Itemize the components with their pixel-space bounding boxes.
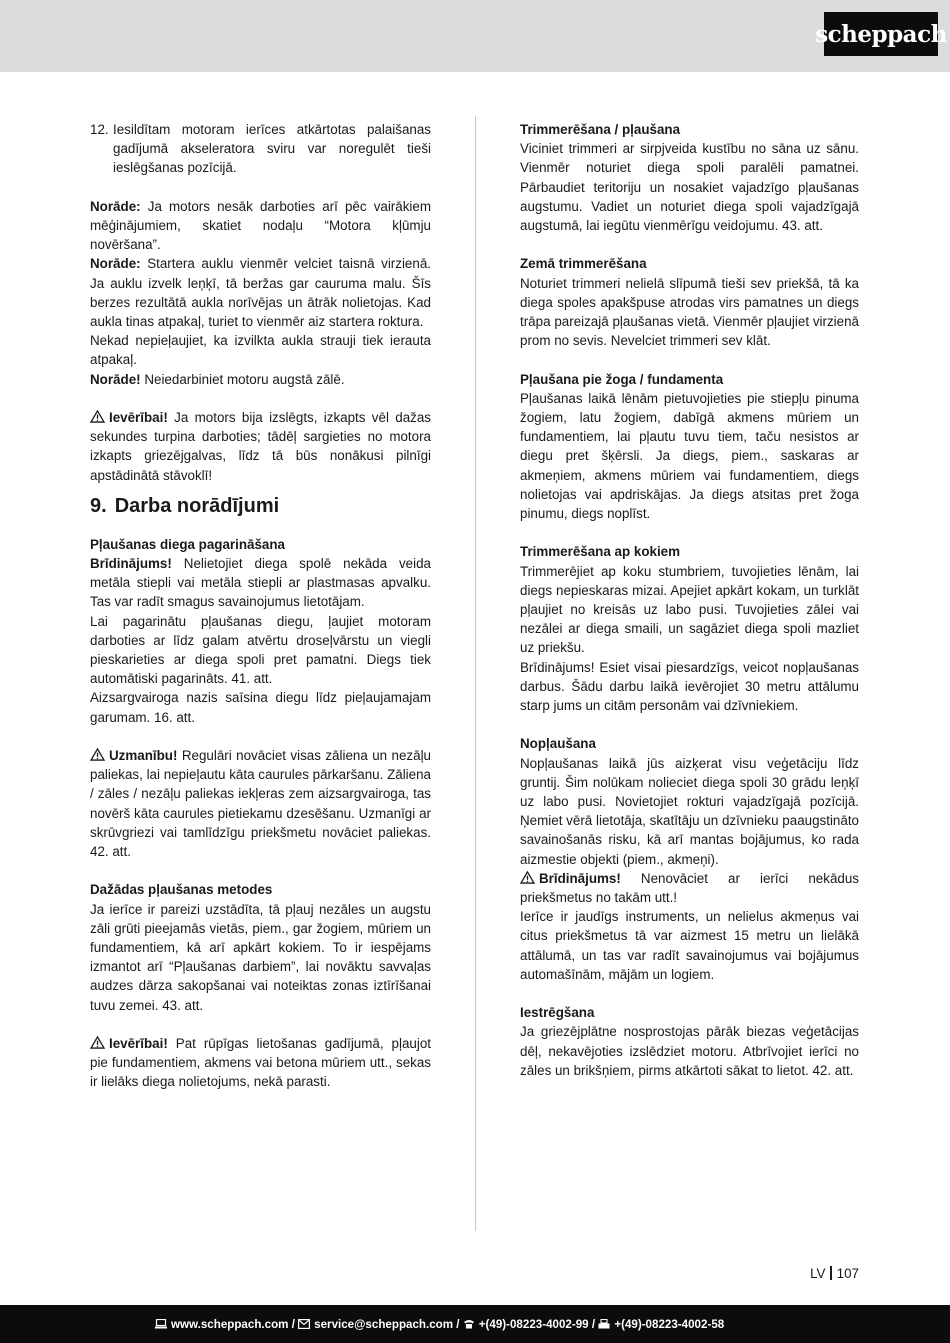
paragraph: Brīdinājums! Esiet visai piesardzīgs, veicot nopļaušanas darbus. Šādu darbu laikā ievērojiet 30 metru attālumu starp jums un citām personām vai dzīvniekiem. [520, 659, 859, 714]
page-num: 107 [836, 1266, 859, 1281]
warning-icon [520, 871, 535, 884]
list-text: Iesildītam motoram ierīces atkārtotas palaišanas gadījumā akseleratora sviru var noregulēt tieši ieslēgšanas pozīcijā. [113, 122, 431, 176]
warning-text: Nelietojiet diega spolē nekāda veida metāla stiepli vai metāla stiepli ar plastmasas apvalku. Tas var radīt smagus savainojumus lietotājam. [90, 556, 431, 610]
subheading: Pļaušana pie žoga / fundamenta [520, 371, 724, 387]
warning-text: Nenovāciet ar ierīci nekādus priekšmetus no takām utt.! [520, 870, 859, 906]
brand-logo [815, 12, 947, 56]
attention-label: Uzmanību! [109, 748, 178, 764]
section-title: Darba norādījumi [114, 494, 280, 517]
note-paragraph [90, 197, 431, 255]
note-paragraph [90, 370, 431, 389]
subheading: Pļaušanas diega pagarināšana [90, 536, 285, 552]
section-heading [90, 494, 431, 518]
warning-icon [90, 410, 105, 423]
caution-text: Ja motors bija izslēgts, izkapts vēl dažas sekundes turpina darboties; tādēļ sargieties no motora izkapts griezējgalvas, līdz tā būs nonākusi pilnīgi apstādinātā stāvoklī! [90, 410, 431, 483]
note-label: Norāde: [90, 256, 141, 272]
paragraph: Ierīce ir jaudīgs instruments, un nelielus akmeņus vai citus priekšmetus tā var aizmest 15 metru un lielākā attālumā, un tas var radīt savainojumus vai bojājumus automašīnām, mājām un logiem. [520, 909, 859, 982]
note-text: Neiedarbiniet motoru augstā zālē. [140, 371, 345, 387]
warning-paragraph [90, 554, 431, 612]
warning-label: Brīdinājums! [90, 556, 172, 572]
paragraph: Viciniet trimmeri ar sirpjveida kustību no sāna uz sānu. Vienmēr noturiet diega spoli paralēli pamatnei. Pārbaudiet teritoriju un nosakiet vajadzīgo pļaušanas augstumu. Vadiet un noturiet diega spoli vajadzīgajā augstumā, lai iegūtu vienmērīgu veidojumu. 43. att. [520, 141, 859, 234]
subheading: Trimmerēšana / pļaušana [520, 122, 681, 137]
paragraph: Aizsargvairoga nazis saīsina diegu līdz pieļaujamajam garumam. 16. att. [90, 690, 431, 725]
header-bar [0, 0, 950, 72]
warning-label: Brīdinājums! [539, 870, 621, 886]
left-column [90, 120, 431, 1092]
caution-label: Ievērībai! [109, 1036, 168, 1052]
paragraph: Nekad nepieļaujiet, ka izvilkta aukla strauji tiek ierauta atpakaļ. [90, 333, 431, 368]
caution-label: Ievērībai! [109, 410, 168, 426]
caution-paragraph [90, 1034, 431, 1092]
warning-icon [90, 1036, 105, 1049]
list-item-12 [90, 120, 431, 178]
page-separator [830, 1266, 831, 1280]
note-label: Norāde! [90, 371, 141, 387]
footer-fax[interactable]: +(49)-08223-4002-58 [614, 1317, 725, 1331]
footer-bar [0, 1305, 950, 1343]
subheading: Iestrēgšana [520, 1005, 595, 1021]
subheading: Zemā trimmerēšana [520, 256, 647, 272]
footer-website[interactable]: www.scheppach.com [171, 1317, 289, 1331]
paragraph: Pļaušanas laikā lēnām pietuvojieties pie stiepļu pinuma žogiem, latu žogiem, dabīgā akmens mūriem un fundamentiem, lai pļautu tuvu tiem, taču nesistos ar diegu pret šķērsli. Ja diegs, piem., saskaras ar akmeņiem, akmens mūriem vai fundamentiem, diegs nolietojas vai apdriskājas. Ja diegs atsitas pret žoga pinumu, diegs noplīst. [520, 390, 859, 522]
attention-text: Regulāri novāciet visas zāliena un nezāļu paliekas, lai nepieļautu kāta caurules pārkaršanu. Zāliena / zāles / nezāļu paliekas iekļeras zem aizsargvairoga, tas novērš kāta caurules pietiekamu dzesēšanu. Uzmanīgi ar skrūvgriezi vai tamlīdzīgu priekšmetu novāciet paliekas. 42. att. [90, 748, 431, 860]
paragraph: Ja griezējplātne nosprostojas pārāk biezas veģetācijas dēļ, nekavējoties izslēdziet motoru. Atbrīvojiet ierīci no zāles un brikšņiem, pirms atkārtoti sākat to lietot. 42. att. [520, 1024, 859, 1078]
phone-icon [463, 1319, 475, 1329]
subheading: Trimmerēšana ap kokiem [520, 544, 681, 560]
paragraph: Trimmerējiet ap koku stumbriem, tuvojieties lēnām, lai diegs nepieskaras mizai. Apejiet apkārt kokam, un turklāt pļaujiet no kreisās uz labo pusi. Tuvojieties zālei vai nezālei ar diega smaili, un sagāziet diega spoli mazliet uz priekšu. [520, 563, 859, 656]
attention-paragraph [90, 746, 431, 861]
right-column [520, 120, 859, 1080]
note-text: Ja motors nesāk darboties arī pēc vairākiem mēģinājumiem, skatiet nodaļu “Motora kļūmju novēršana”. [90, 198, 431, 253]
paragraph: Nopļaušanas laikā jūs aizķerat visu veģetāciju līdz gruntij. Šim nolūkam nolieciet diega spoli 30 grādu leņķī uz labo pusi. Novietojiet rokturi vajadzīgajā pozīcijā. Ņemiet vērā lietotāja, skatītāju un dzīvnieku paaugstināto savainošanās risku, kā arī mantas bojājumus, ko rada aizmestie objekti (piem., akmeņi). [520, 755, 859, 867]
footer-separator: / [453, 1317, 463, 1331]
footer-separator: / [588, 1317, 599, 1331]
footer-phone[interactable]: +(49)-08223-4002-99 [478, 1317, 589, 1331]
list-number: 12. [90, 122, 109, 137]
brand-name: scheppach [815, 20, 947, 48]
column-divider [475, 116, 476, 1231]
mail-icon [298, 1319, 310, 1329]
note-label: Norāde: [90, 198, 141, 214]
section-number: 9. [90, 494, 107, 517]
subheading: Dažādas pļaušanas metodes [90, 882, 273, 898]
warning-paragraph [520, 869, 859, 907]
page-number [810, 1266, 859, 1282]
footer-separator: / [288, 1317, 299, 1331]
subheading: Nopļaušana [520, 736, 596, 752]
computer-icon [155, 1319, 167, 1329]
warning-icon [90, 748, 105, 761]
page-lang: LV [810, 1266, 826, 1281]
caution-paragraph [90, 408, 431, 485]
footer-email[interactable]: service@scheppach.com [314, 1317, 454, 1331]
paragraph: Lai pagarinātu pļaušanas diegu, ļaujiet motoram darboties ar līdz galam atvērtu droseļvārstu un viegli pieskarieties ar diega spoli pret pamatni. Diegs tiek automātiski pagarināts. 41. att. [90, 613, 431, 687]
caution-text: Pat rūpīgas lietošanas gadījumā, pļaujot pie fundamentiem, akmens vai betona mūriem utt., sekas ir lielāks diega nolietojums, nekā parasti. [90, 1036, 431, 1090]
paragraph: Ja ierīce ir pareizi uzstādīta, tā pļauj nezāles un augstu zāli grūti pieejamās vietās, piem., gar žogiem, mūriem un fundamentiem, kā arī apkārt kokiem. To ir iespējams izmantot arī “Pļaušanas darbiem”, lai novāktu savvaļas audzes dārza sakopšanai vai noteiktas zonas iztīrīšanai tuvu zemei. 43. att. [90, 901, 431, 1013]
paragraph: Noturiet trimmeri nelielā slīpumā tieši sev priekšā, tā ka diega spoles apakšpuse atrodas virs pamatnes un diegs trāpa pareizajā pļaušanas vietā. Vienmēr pļaujiet virzienā prom no sevis. Nevelciet trimmeri sev klāt. [520, 275, 859, 349]
fax-icon [598, 1319, 610, 1329]
note-text: Startera auklu vienmēr velciet taisnā virzienā. Ja auklu izvelk leņķī, tā beržas gar cauruma malu. Šīs berzes rezultātā aukla norīvējas un ātrāk nolietojas. Kad aukla tinas atpakaļ, turiet to vienmēr aiz startera roktura. [90, 256, 431, 330]
note-paragraph [90, 254, 431, 331]
